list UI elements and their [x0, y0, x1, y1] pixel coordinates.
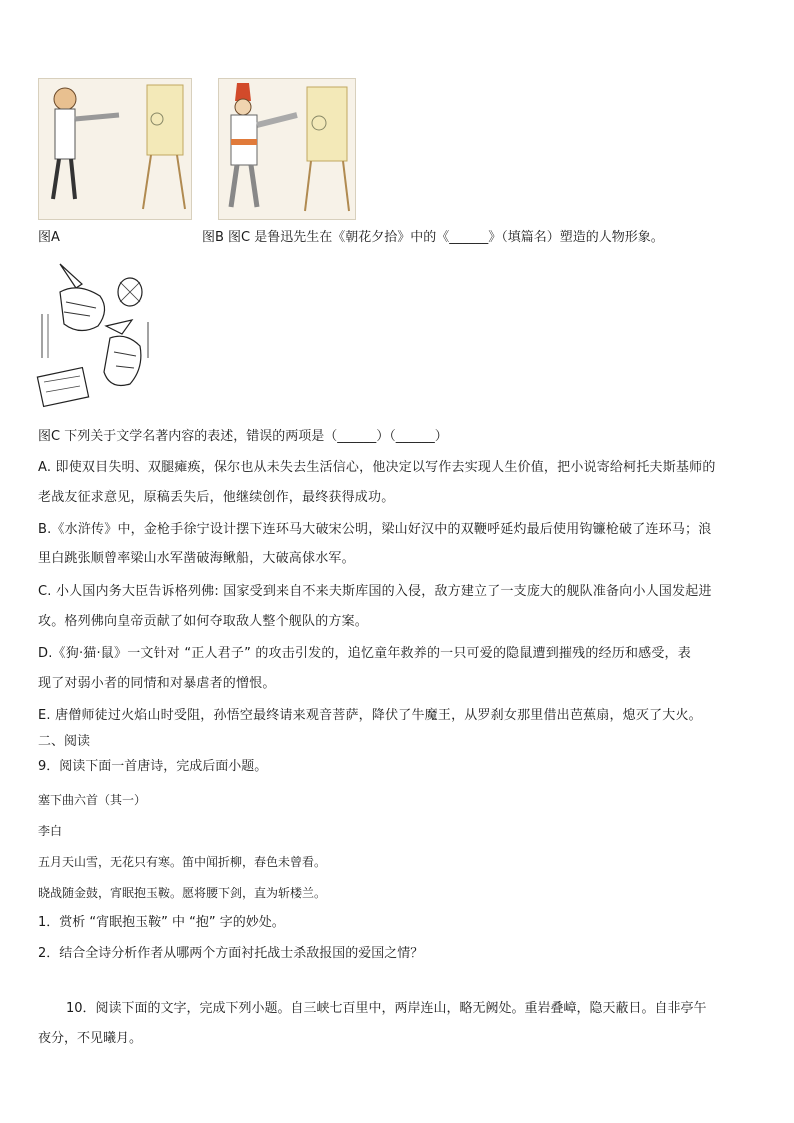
figure-c-image	[36, 262, 158, 410]
figure-c-caption-question: 图C 下列关于文学名著内容的表述，错误的两项是（______）（______）	[38, 429, 448, 444]
question-9-sub-1: 1．赏析 “宵眠抱玉鞍” 中 “抱” 字的妙处。	[38, 915, 285, 930]
poem-author: 李白	[38, 824, 63, 838]
option-a-line-1: A. 即使双目失明、双腿瘫痪，保尔也从未失去生活信心，他决定以写作去实现人生价值，把小说寄给柯托夫斯基师的	[38, 460, 716, 475]
figure-a-caption: 图A	[38, 230, 60, 245]
question-10-line-2: 夜分，不见曦月。	[38, 1031, 143, 1046]
option-d-line-2: 现了对弱小者的同情和对暴虐者的憎恨。	[38, 676, 276, 691]
poem-line-2: 晓战随金鼓，宵眠抱玉鞍。愿将腰下剑，直为斩楼兰。	[38, 886, 327, 900]
option-c-line-2: 攻。格列佛向皇帝贡献了如何夺取敌人整个舰队的方案。	[38, 614, 369, 629]
figure-b-caption: 图B 图C 是鲁迅先生在《朝花夕拾》中的《______》（填篇名）塑造的人物形象。	[202, 230, 664, 245]
lecturer-with-tall-hat-pointing-illustration	[219, 79, 355, 219]
section-heading-reading: 二、阅读	[38, 734, 91, 749]
poem-line-1: 五月天山雪，无花只有寒。笛中闻折柳，春色未曾看。	[38, 855, 327, 869]
option-d-line-1: D.《狗·猫·鼠》一文针对 “正人君子” 的攻击引发的，追忆童年救养的一只可爱的隐鼠遭到摧残的经历和感受，表	[38, 646, 691, 661]
lecturer-pointing-at-chart-illustration	[39, 79, 191, 219]
figure-a-image	[38, 78, 192, 220]
black-white-woodcut-figures-illustration	[36, 262, 158, 410]
option-e-line-1: E. 唐僧师徒过火焰山时受阻，孙悟空最终请来观音菩萨，降伏了牛魔王，从罗刹女那里借出芭蕉扇，熄灭了大火。	[38, 708, 702, 723]
option-c-line-1: C. 小人国内务大臣告诉格列佛: 国家受到来自不来夫斯库国的入侵，敌方建立了一支庞大的舰队准备向小人国发起进	[38, 584, 712, 599]
figure-b-image	[218, 78, 356, 220]
option-b-line-1: B.《水浒传》中，金枪手徐宁设计摆下连环马大破宋公明，梁山好汉中的双鞭呼延灼最后使用钩镰枪破了连环马；浪	[38, 522, 712, 537]
question-10-line-1: 10．阅读下面的文字，完成下列小题。自三峡七百里中，两岸连山，略无阙处。重岩叠嶂，隐天蔽日。自非亭午	[66, 1001, 707, 1016]
question-9-sub-2: 2．结合全诗分析作者从哪两个方面衬托战士杀敌报国的爱国之情？	[38, 946, 424, 961]
option-a-line-2: 老战友征求意见，原稿丢失后，他继续创作，最终获得成功。	[38, 490, 395, 505]
poem-title: 塞下曲六首（其一）	[38, 793, 147, 807]
option-b-line-2: 里白跳张顺曾率梁山水军凿破海鳅船，大破高俅水军。	[38, 551, 355, 566]
question-9-prompt: 9．阅读下面一首唐诗，完成后面小题。	[38, 759, 268, 774]
